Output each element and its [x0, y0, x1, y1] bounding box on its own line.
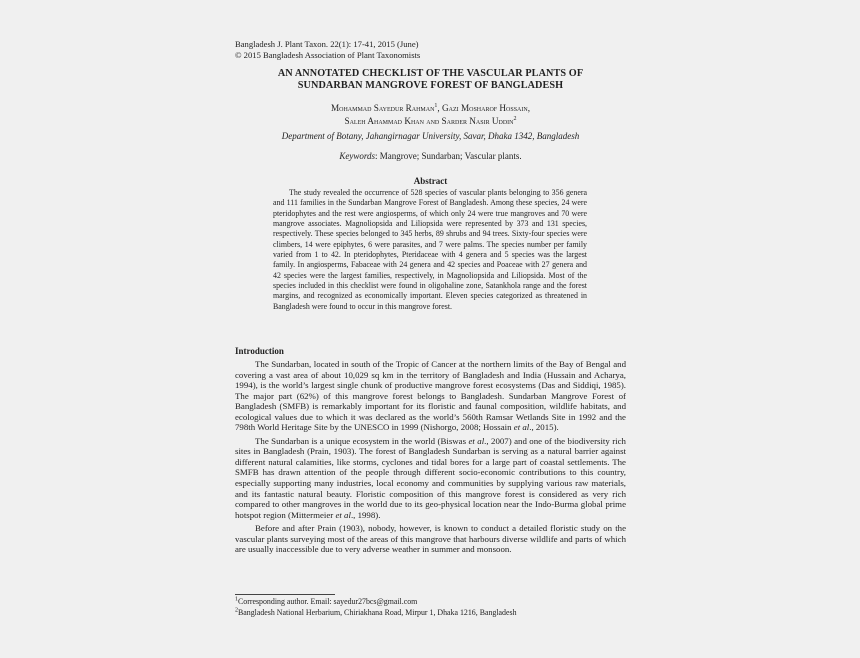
author-line-1	[235, 102, 626, 115]
intro-p2-text: The Sundarban is a unique ecosystem in the world (Biswas	[255, 435, 469, 446]
author-line-2	[235, 115, 626, 128]
author-3-4: Saleh Ahammad Khan and Sarder Nasir Uddin	[344, 116, 514, 126]
footnote-divider	[235, 594, 335, 595]
copyright-notice: © 2015 Bangladesh Association of Plant Taxonomists	[235, 49, 421, 60]
intro-p2-mid: ., 2007) and one of the biodiversity rich sites in Bangladesh (Prain, 1903). The forest of Bangladesh Sundarban is serving as a natural barrier against different natural calamities, like storms, cyclones and tidal bores for a large part of coastal settlements. The SMFB has drawn attention of the people through different socio-economic contributions to this country, especially supporting many industries, local economy and communities by supplying various raw materials, and its fantastic natural beauty. Floristic composition of this mangrove forest is considered as very rich compared to other mangroves in the world due to its geo-physical location near the Indo-Burma global prime hotspot region (Mittermeier	[235, 435, 626, 520]
intro-paragraph-3: Before and after Prain (1903), nobody, however, is known to conduct a detailed floristic study on the vascular plants surveying most of the areas of this mangrove that harbours diverse wildlife and parts of which are usually inaccessible due to very adverse weather in summer and monsoon.	[235, 523, 626, 555]
intro-p1-tail: ., 2015).	[529, 422, 559, 433]
footnote-2-text: Bangladesh National Herbarium, Chiriakhana Road, Mirpur 1, Dhaka 1216, Bangladesh	[238, 607, 517, 617]
keywords-label: Keywords	[339, 151, 376, 161]
intro-p1-text: The Sundarban, located in south of the Tropic of Cancer at the northern limits of the Bay of Bengal and covering a vast area of about 10,029 sq km in the territory of Bangladesh and India (Hussain and Acharya, 1994), is the world’s largest single chunk of productive mangrove forest ecosystems (Das and Siddiqi, 1985). The major part (62%) of this mangrove forest belongs to Bangladesh. Sundarban Mangrove Forest of Bangladesh (SMFB) is remarkably important for its floristic and faunal composition, wildlife habitats, and ecological values due to which it was declared as the world’s 560th Ramsar Wetlands Site in 1992 and the 798th World Heritage Site by the UNESCO in 1999 (Nishorgo, 2008; Hossain	[235, 359, 626, 433]
journal-citation: Bangladesh J. Plant Taxon. 22(1): 17-41, 2015 (June)	[235, 39, 419, 49]
author-2: , Gazi Mosharof Hossain,	[437, 103, 531, 113]
author-1: Mohammad Sayedur Rahman	[330, 103, 435, 113]
affiliation: Department of Botany, Jahangirnagar University, Savar, Dhaka 1342, Bangladesh	[281, 131, 580, 141]
journal-header	[235, 39, 420, 60]
intro-p2-etal: et al	[468, 435, 485, 446]
paper-title	[235, 68, 626, 91]
footnote-2	[235, 608, 517, 619]
intro-paragraph-2	[235, 436, 626, 520]
footnote-1-text: Corresponding author. Email: sayedur27bcs@gmail.com	[238, 597, 418, 606]
abstract-heading: Abstract	[413, 176, 448, 186]
intro-p2-tail: ., 1998).	[350, 509, 381, 520]
title-line-1: AN ANNOTATED CHECKLIST OF THE VASCULAR PLANTS OF	[277, 68, 584, 79]
keywords-text: : Mangrove; Sundarban; Vascular plants.	[375, 151, 522, 161]
footnotes	[235, 597, 517, 618]
author-1-footnote-mark: 1	[434, 102, 438, 109]
title-line-2: SUNDARBAN MANGROVE FOREST OF BANGLADESH	[297, 79, 564, 91]
introduction-body	[235, 359, 626, 558]
footnote-1	[235, 597, 517, 608]
intro-p2-etal-2: et al	[335, 509, 351, 520]
intro-paragraph-1	[235, 359, 626, 433]
intro-p1-etal: et al	[513, 422, 530, 433]
footnote-1-mark: 1	[235, 596, 238, 603]
author-list	[235, 102, 626, 128]
keywords-line	[235, 151, 626, 161]
author-4-footnote-mark: 2	[513, 115, 517, 122]
abstract-body: The study revealed the occurrence of 528 species of vascular plants belonging to 356 genera and 111 families in the Sundarban Mangrove Forest of Bangladesh. Among these species, 24 were pteridophytes and the rest were angiosperms, of which only 24 were true mangroves and 70 were mangrove associates. Magnoliopsida and Liliopsida were represented by 373 and 131 species, respectively. These species belonged to 345 herbs, 89 shrubs and 94 trees. Sixty-four species were climbers, 14 were epiphytes, 6 were parasites, and 7 were palms. The species number per family varied from 1 to 42. In pteridophytes, Pteridaceae with 4 genera and 5 species was the largest family. In angiosperms, Fabaceae with 24 genera and 42 species and Poaceae with 27 genera and 42 species were the largest families, respectively, in Magnoliopsida and Liliopsida. Most of the species included in this checklist were found in oligohaline zone, Satankhola range and the forest margins, and recognized as economically important. Eleven species categorized as threatened in Bangladesh were found to occur in this mangrove forest.	[273, 188, 587, 311]
introduction-heading: Introduction	[235, 346, 284, 356]
footnote-2-mark: 2	[235, 606, 238, 613]
